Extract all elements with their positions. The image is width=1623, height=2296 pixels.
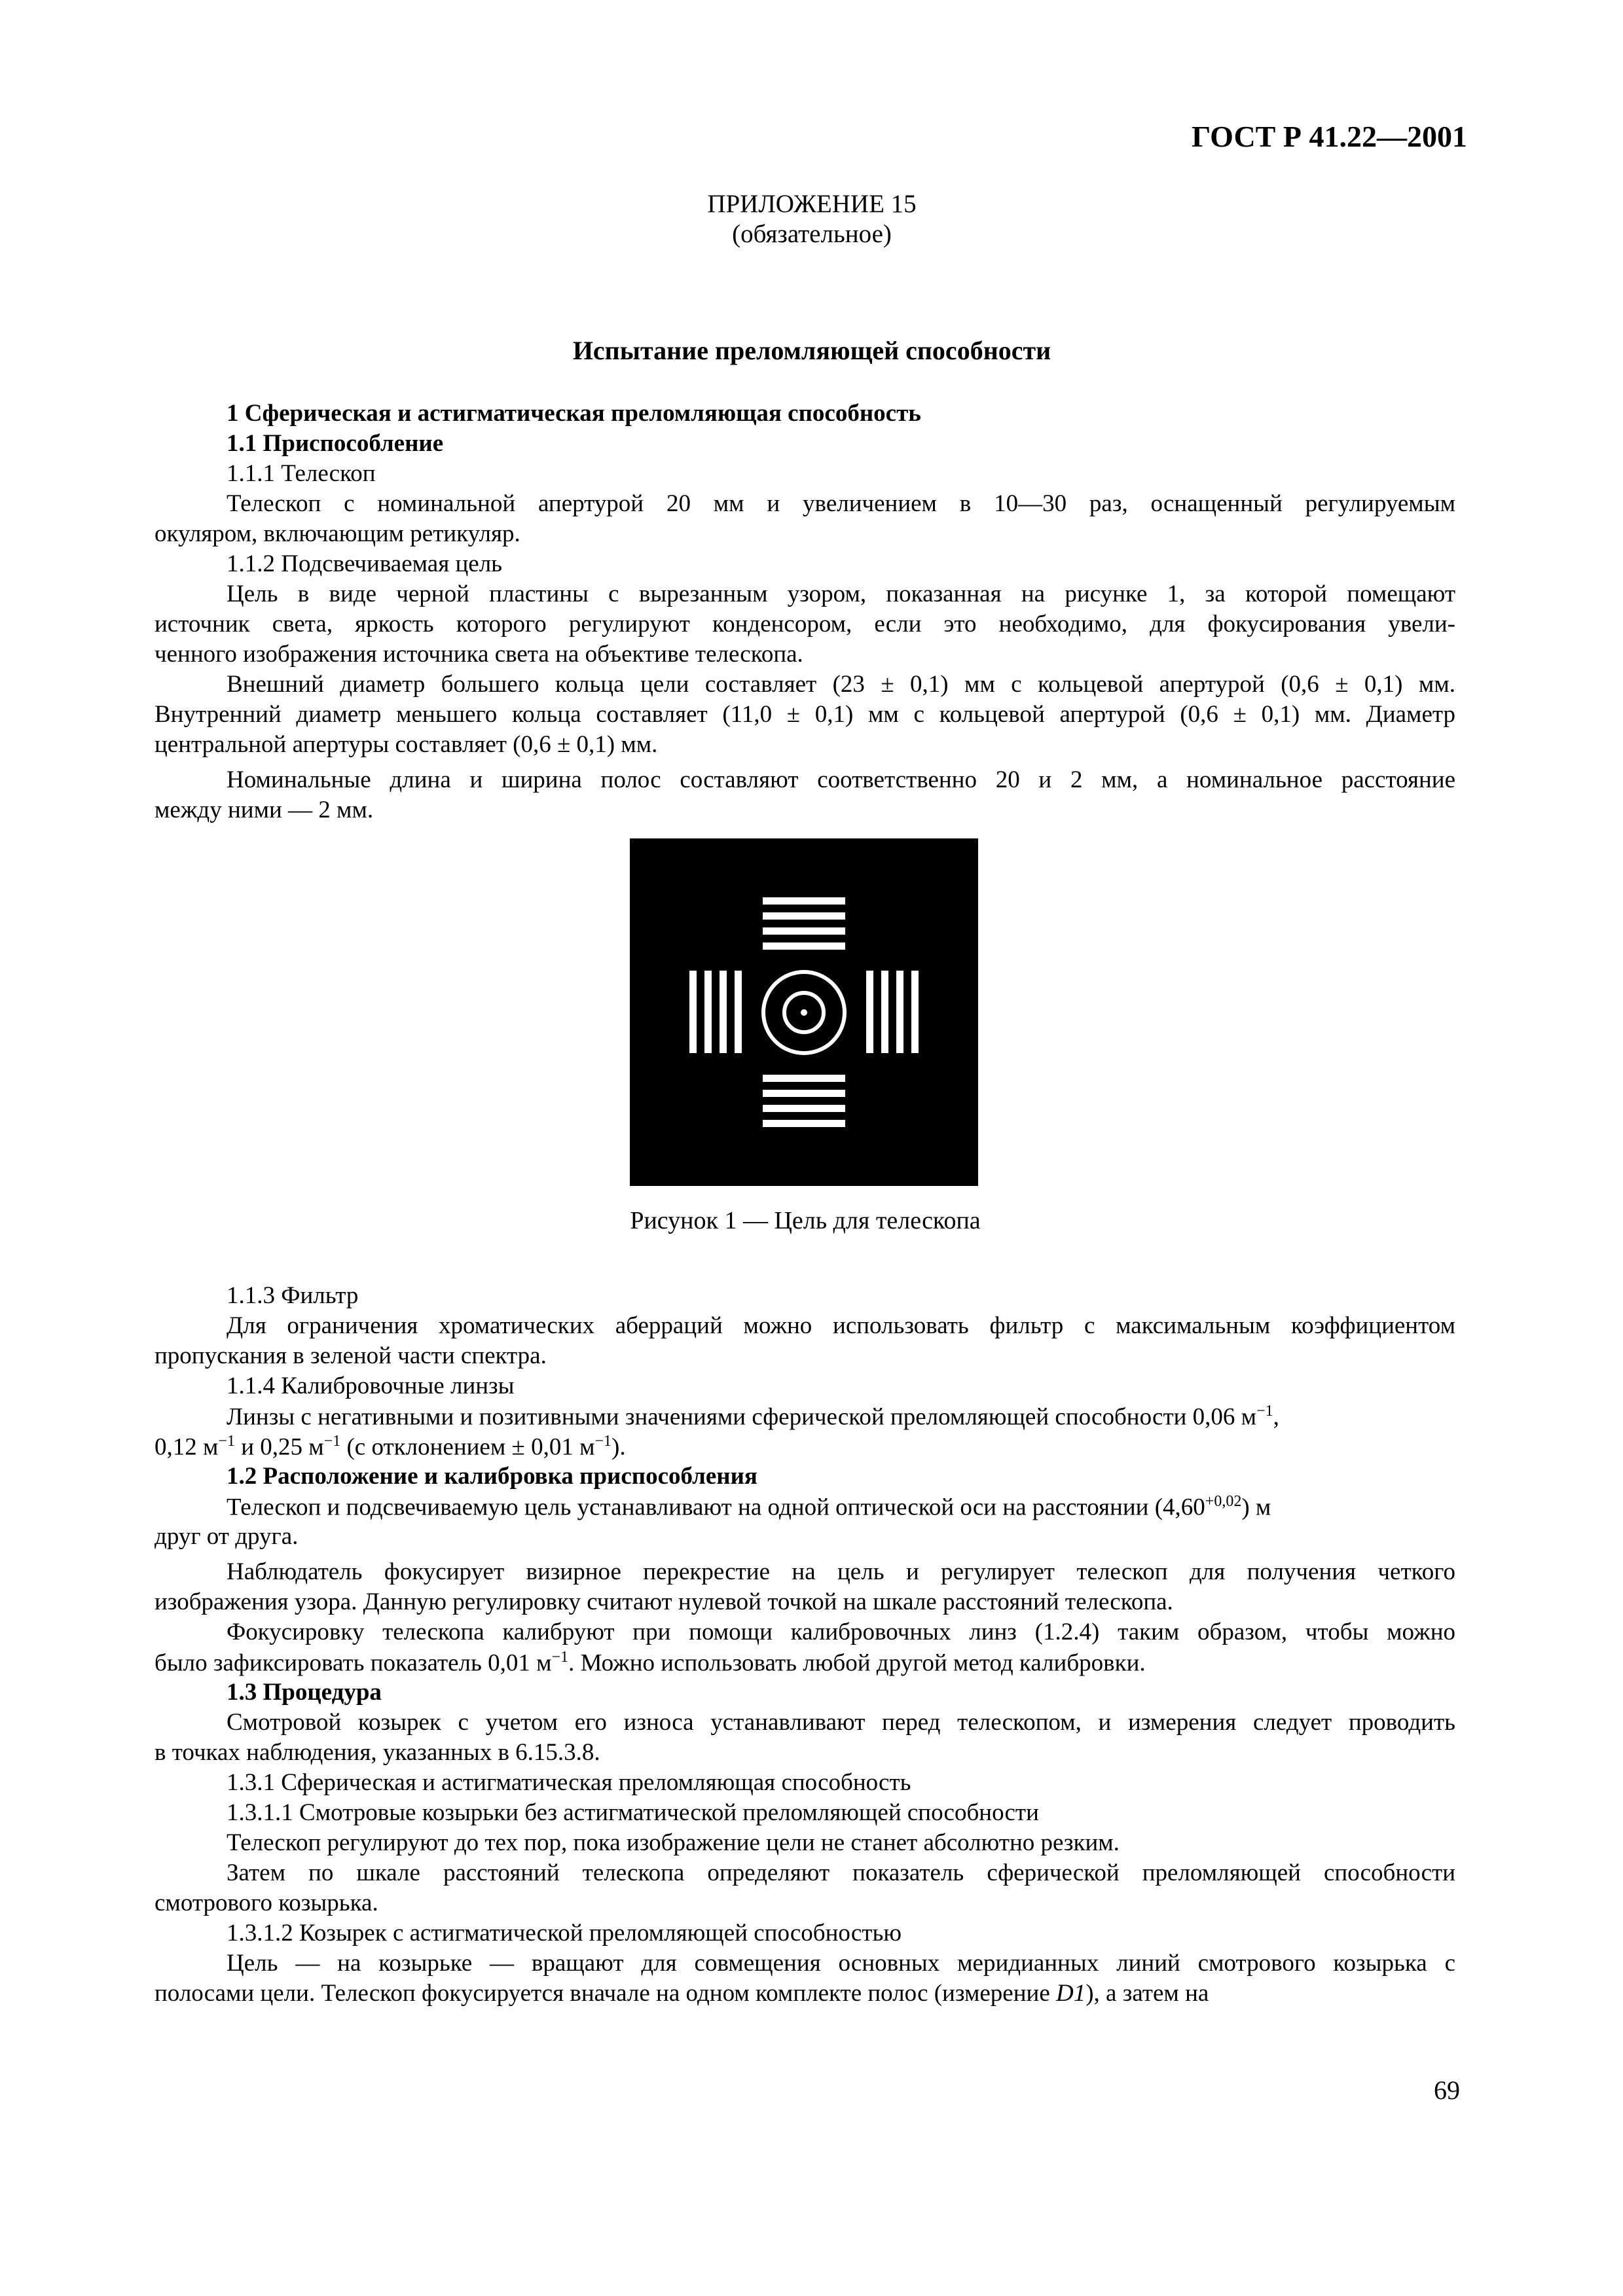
telescope-target-figure (630, 838, 978, 1186)
subsection-heading: 1.1.2 Подсвечиваемая цель (227, 550, 503, 577)
text-run: полосами цели. Телескоп фокусируется вначале на одном комплекте полос (измерение (155, 1980, 1056, 2007)
measurement-symbol: D1 (1056, 1980, 1086, 2007)
text-run: , (1273, 1403, 1279, 1431)
target-bar (763, 912, 845, 920)
paragraph-line: Телескоп регулируют до тех пор, пока изображение цели не станет абсолютно резким. (227, 1829, 1120, 1856)
paragraph-line: Затем по шкале расстояний телескопа определяют показатель сферической преломляющей способности (227, 1859, 1455, 1886)
subsection-heading: 1.1.1 Телескоп (227, 460, 376, 487)
paragraph-line: смотрового козырька. (155, 1890, 378, 1916)
superscript: −1 (551, 1649, 569, 1666)
target-bar (704, 971, 712, 1053)
paragraph-line: Цель — на козырьке — вращают для совмещения основных меридианных линий смотрового козырька с (227, 1950, 1455, 1977)
superscript: −1 (594, 1433, 612, 1450)
document-code: ГОСТ Р 41.22—2001 (1192, 120, 1467, 153)
paragraph-line: изображения узора. Данную регулировку считают нулевой точкой на шкале расстояний телескопа. (155, 1588, 1173, 1615)
text-run: ), а затем на (1085, 1980, 1209, 2007)
text-run (155, 1979, 1209, 2008)
target-bar (763, 927, 845, 935)
target-bar (763, 942, 845, 950)
paragraph-line: Наблюдатель фокусирует визирное перекрестие на цель и регулирует телескоп для получения четкого (227, 1558, 1455, 1585)
target-bar (763, 1075, 845, 1082)
text-run: (с отклонением ± 0,01 м (340, 1433, 595, 1461)
paragraph-line: ченного изображения источника света на объективе телескопа. (155, 641, 803, 668)
target-bar (735, 971, 742, 1053)
superscript: −1 (323, 1433, 341, 1450)
text-run: ) м (1241, 1494, 1271, 1521)
page-number: 69 (1434, 2075, 1460, 2105)
target-center-aperture (801, 1009, 807, 1016)
paragraph-line: Для ограничения хроматических аберраций можно использовать фильтр с максимальным коэффициентом (227, 1312, 1455, 1339)
paragraph-line: Смотровой козырек с учетом его износа устанавливают перед телескопом, и измерения следует проводить (227, 1709, 1455, 1736)
subsection-heading: 1.2 Расположение и калибровка приспособления (227, 1463, 757, 1490)
target-bar (866, 971, 873, 1053)
superscript: −1 (1256, 1403, 1273, 1420)
superscript: −1 (218, 1433, 235, 1450)
subsection-heading: 1.3.1.2 Козырек с астигматической преломляющей способностью (227, 1920, 902, 1946)
paragraph-line: окуляром, включающим ретикуляр. (155, 520, 520, 547)
paragraph-line (155, 1648, 1146, 1678)
target-bar (689, 971, 697, 1053)
target-bar (911, 971, 919, 1053)
section-heading: 1 Сферическая и астигматическая преломляющая способность (227, 400, 921, 427)
paragraph-line: между ними — 2 мм. (155, 797, 374, 823)
text-run: 0,12 м (155, 1433, 219, 1461)
text-run: Линзы с негативными и позитивными значениями сферической преломляющей способности 0,06 м (227, 1403, 1257, 1431)
text-run: было зафиксировать показатель 0,01 м (155, 1649, 552, 1677)
subsection-heading: 1.3 Процедура (227, 1679, 382, 1706)
paragraph-line (227, 1402, 1455, 1432)
target-bar (881, 971, 888, 1053)
paragraph-line: Телескоп с номинальной апертурой 20 мм и увеличением в 10—30 раз, оснащенный регулируемым (227, 490, 1455, 517)
paragraph-line: в точках наблюдения, указанных в 6.15.3.8. (155, 1739, 600, 1766)
superscript: +0,02 (1205, 1493, 1242, 1510)
subsection-heading: 1.1.4 Калибровочные линзы (227, 1372, 515, 1399)
paragraph-line: Фокусировку телескопа калибруют при помощи калибровочных линз (1.2.4) таким образом, чтобы можно (227, 1619, 1455, 1645)
target-bar (763, 1090, 845, 1097)
paragraph-line: источник света, яркость которого регулируют конденсором, если это необходимо, для фокусирования увели- (155, 611, 1455, 637)
paragraph-line (155, 1979, 1455, 2008)
text-run: ). (611, 1433, 626, 1461)
figure-caption: Рисунок 1 — Цель для телескопа (630, 1207, 981, 1234)
paragraph-line (227, 1492, 1271, 1522)
text-run: . Можно использовать любой другой метод калибровки. (568, 1649, 1146, 1677)
subsection-heading: 1.1 Приспособление (227, 430, 444, 457)
paragraph-line: друг от друга. (155, 1523, 299, 1550)
subsection-heading: 1.1.3 Фильтр (227, 1282, 359, 1309)
appendix-status: (обязательное) (732, 220, 892, 248)
paragraph-line (155, 1432, 626, 1462)
text-run: и 0,25 м (234, 1433, 324, 1461)
paragraph-line: Внутренний диаметр меньшего кольца составляет (11,0 ± 0,1) мм с кольцевой апертурой (0,6 ± 0,1) мм. Диаметр (155, 701, 1455, 728)
text-run: Телескоп и подсвечиваемую цель устанавливают на одной оптической оси на расстоянии (4,60 (227, 1494, 1205, 1521)
paragraph-line: Цель в виде черной пластины с вырезанным узором, показанная на рисунке 1, за которой помещают (227, 581, 1455, 607)
target-bar (763, 1120, 845, 1127)
subsection-heading: 1.3.1 Сферическая и астигматическая преломляющая способность (227, 1769, 911, 1796)
paragraph-line: Номинальные длина и ширина полос составляют соответственно 20 и 2 мм, а номинальное расстояние (227, 766, 1455, 793)
target-bar (720, 971, 727, 1053)
paragraph-line: центральной апертуры составляет (0,6 ± 0,1) мм. (155, 731, 658, 758)
paragraph-line: пропускания в зеленой части спектра. (155, 1342, 547, 1369)
subsection-heading: 1.3.1.1 Смотровые козырьки без астигматической преломляющей способности (227, 1799, 1039, 1826)
target-bar (896, 971, 903, 1053)
paragraph-line: Внешний диаметр большего кольца цели составляет (23 ± 0,1) мм с кольцевой апертурой (0,6 ± 0,1) мм. (227, 671, 1455, 698)
target-bar (763, 897, 845, 905)
page-title: Испытание преломляющей способности (572, 336, 1051, 365)
target-bar (763, 1105, 845, 1112)
appendix-label: ПРИЛОЖЕНИЕ 15 (707, 190, 917, 218)
